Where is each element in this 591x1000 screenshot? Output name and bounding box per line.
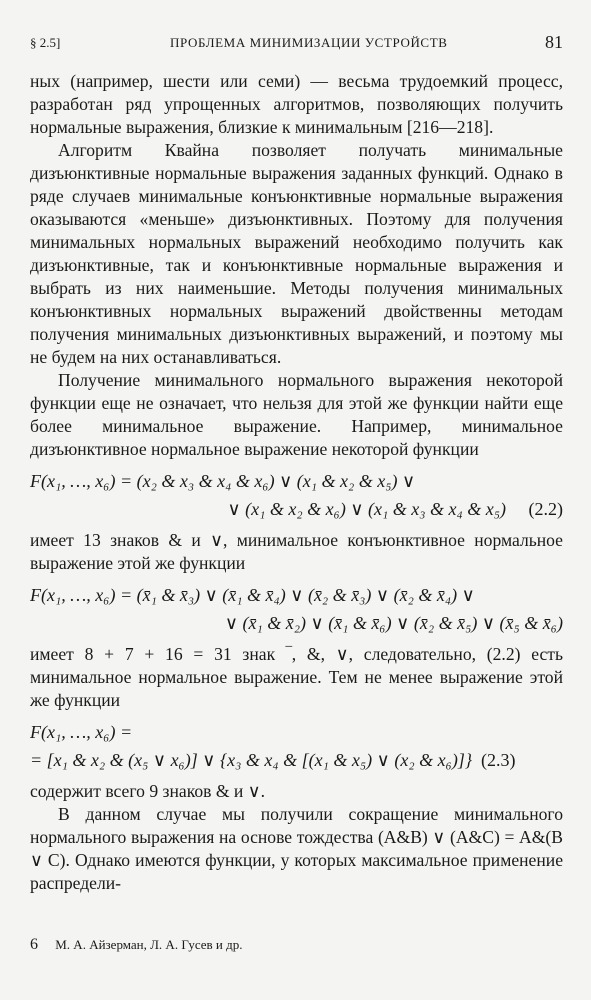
chapter-title: ПРОБЛЕМА МИНИМИЗАЦИИ УСТРОЙСТВ [170,35,448,50]
equation-line: F(x₁, …, x₆) = (x₂ & x₃ & x₄ & x₆) ∨ (x₁ & x₂ & x₅) ∨ [30,471,416,491]
paragraph-2: Алгоритм Квайна позволяет получать минимальные дизъюнктивные нормальные выражения заданных функций. Однако в ряде случаев минимальные конъюнктивные нормальные выражения оказываются «меньше» дизъюнктивных. Поэтому для получения минимальных нормальных выражений необходимо получить как дизъюнктивные, так и конъюнктивные нормальные выражения и выбрать из них наименьшие. Методы получения минимальных конъюнктивных нормальных выражений двойственны методам получения минимальных дизъюнктивных выражений, и поэтому мы не будем на них останавливаться. [30,140,563,367]
equation-number: (2.2) [528,499,563,519]
equation-line [30,495,563,523]
equation-line-2: = [x₁ & x₂ & (x₅ ∨ x₆)] ∨ {x₃ & x₄ & [(x₁ & x₅) ∨ (x₂ & x₆)]} [30,750,473,770]
paragraph-4: имеет 13 знаков & и ∨, минимальное конъюнктивное нормальное выражение этой же функции [30,530,563,573]
equation-line: F(x₁, …, x₆) = [30,722,133,742]
equation-number: (2.3) [481,750,516,770]
equation-2-3 [30,718,563,774]
paragraph-7: В данном случае мы получили сокращение минимального нормального выражения на основе тождества (A&B) ∨ (A&C) = A&(B ∨ C). Однако имеются функции, у которых максимальное применение распредели- [30,804,563,893]
paragraph-6: содержит всего 9 знаков & и ∨. [30,781,266,801]
paragraph-1: ных (например, шести или семи) — весьма трудоемкий процесс, разработан ряд упрощенных алгоритмов, позволяющих получить нормальные выражения, близкие к минимальным [216—218]. [30,71,563,137]
equation-line: ∨ (x̄₁ & x̄₂) ∨ (x̄₁ & x̄₆) ∨ (x̄₂ & x̄₅) ∨ (x̄₅ & x̄₆) [224,613,563,633]
equation-ckn [30,581,563,637]
equation-line: F(x₁, …, x₆) = (x̄₁ & x̄₃) ∨ (x̄₁ & x̄₄) ∨ (x̄₂ & x̄₃) ∨ (x̄₂ & x̄₄) ∨ [30,585,475,605]
running-header [30,32,563,54]
paragraph-3: Получение минимального нормального выражения некоторой функции еще не означает, что нельзя для этой же функции найти еще более минимальное выражение. Например, минимальное дизъюнктивное нормальное выражение некоторой функции [30,370,563,459]
page-body [30,70,563,895]
paragraph-5: имеет 8 + 7 + 16 = 31 знак ‾, &, ∨, следовательно, (2.2) есть минимальное нормальное выражение. Тем не менее выражение этой же функции [30,644,563,710]
equation-line-2: ∨ (x₁ & x₂ & x₆) ∨ (x₁ & x₃ & x₄ & x₅) [227,499,506,519]
page-number: 81 [545,32,563,52]
signature-number: 6 [30,936,38,953]
footer-authors: М. А. Айзерман, Л. А. Гусев и др. [55,937,243,952]
equation-line [30,746,563,774]
signature-footer [30,936,243,954]
section-ref: § 2.5] [30,35,61,50]
equation-2-2 [30,467,563,523]
